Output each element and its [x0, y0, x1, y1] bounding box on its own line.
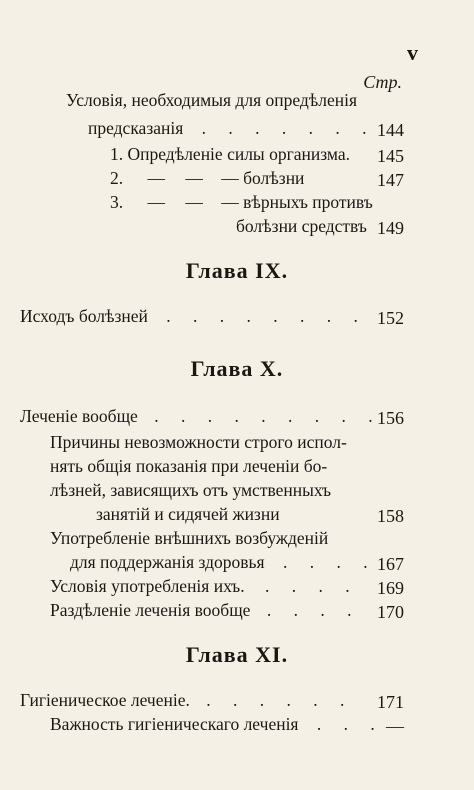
page-ref: 156: [377, 408, 404, 428]
toc-subentry-3: [110, 194, 373, 212]
entry-text: для поддержанія здоровья: [70, 552, 265, 572]
entry-text: Условія употребленія ихъ.: [50, 576, 245, 596]
page-column-label: Стр.: [363, 72, 402, 92]
toc-entry-conditions-line2: [88, 120, 376, 138]
page-number: v: [407, 40, 418, 65]
page-ref: 149: [377, 218, 404, 238]
item-number: 2.: [110, 168, 124, 188]
chapter-heading-9: Глава IX.: [185, 258, 289, 283]
leader-dots: . . . . . . . .: [166, 306, 367, 326]
toc-subentry-1: 1. Опредѣленіе силы организма.: [110, 144, 351, 164]
page-ref: 169: [377, 578, 404, 598]
page-ref: —: [386, 716, 404, 736]
entry-text: Гигіеническое леченіе.: [20, 690, 190, 710]
toc-entry-conditions-line1: Условія, необходимыя для опредѣленія: [66, 90, 358, 110]
page-ref: 145: [377, 146, 404, 166]
page-ref: 152: [377, 308, 404, 328]
toc-subentry-reasons-line4: занятій и сидячей жизни: [96, 504, 280, 524]
toc-subentry-reasons-line3: лѣзней, зависящихъ отъ умственныхъ: [50, 480, 332, 500]
leader-dots: . . . .: [282, 552, 377, 572]
ditto-dashes: — —: [147, 168, 211, 188]
toc-subentry-reasons-line1: Причины невозможности строго испол-: [50, 432, 347, 452]
page-ref: 147: [377, 170, 404, 190]
page-ref: 171: [377, 692, 404, 712]
leader-dots: . . .: [316, 714, 384, 734]
leader-dots: . . . .: [264, 576, 359, 596]
entry-text: — вѣрныхъ противъ: [221, 192, 373, 212]
page-ref: 167: [377, 554, 404, 574]
toc-entry-hygienic: [20, 692, 353, 710]
entry-text: Леченіе вообще: [20, 406, 138, 426]
page-ref: 158: [377, 506, 404, 526]
entry-text: Важность гигіеническаго леченія: [50, 714, 299, 734]
leader-dots: . . . . . . .: [201, 118, 376, 138]
toc-subentry-division: [50, 602, 360, 620]
entry-text: Раздѣленіе леченія вообще: [50, 600, 251, 620]
entry-text: Исходъ болѣзней: [20, 306, 148, 326]
toc-subentry-reasons-line2: нять общія показанія при леченіи бо-: [50, 456, 328, 476]
toc-subentry-3-line2: болѣзни средствъ: [236, 216, 367, 236]
leader-dots: . . . .: [266, 600, 361, 620]
item-number: 3.: [110, 192, 124, 212]
entry-text: — болѣзни: [221, 168, 305, 188]
chapter-heading-11: Глава XI.: [185, 642, 289, 667]
page-ref: 170: [377, 602, 404, 622]
toc-entry-treatment: [20, 408, 382, 426]
toc-subentry-stimuli-line2: [70, 554, 377, 572]
toc-entry-outcome: [20, 308, 367, 326]
toc-subentry-stimuli-line1: Употребленіе внѣшнихъ возбужденій: [50, 528, 329, 548]
chapter-heading-10: Глава X.: [190, 356, 284, 381]
toc-subentry-conditions-use: [50, 578, 359, 596]
entry-text: предсказанія: [88, 118, 184, 138]
toc-subentry-importance: [50, 716, 384, 734]
leader-dots: . . . . . . . . .: [154, 406, 382, 426]
leader-dots: . . . . . .: [206, 690, 354, 710]
page-ref: 144: [377, 120, 404, 140]
ditto-dashes: — —: [147, 192, 211, 212]
toc-subentry-2: [110, 170, 304, 188]
